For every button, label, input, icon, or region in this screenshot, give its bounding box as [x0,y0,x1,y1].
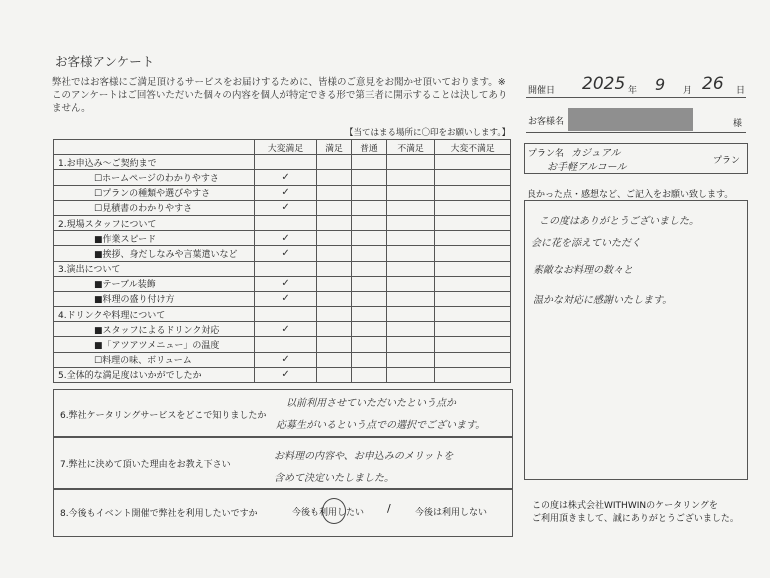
table-row [54,291,511,306]
plan-line1: カジュアル [571,148,621,159]
rating-cell[interactable] [435,367,511,382]
rating-cell[interactable] [386,367,434,382]
date-label: 開催日 [528,86,556,96]
rating-cell[interactable] [351,367,386,382]
rating-cell[interactable] [255,337,317,352]
question-7-answer-line2: 含めて決定いたしました。 [274,473,394,484]
check-mark: ✓ [281,187,290,199]
table-row [54,322,511,337]
rating-cell[interactable] [317,337,352,352]
column-header: 大変満足 [255,140,317,155]
table-row [54,367,511,382]
rating-cell[interactable] [317,185,352,200]
rating-cell[interactable] [351,215,386,230]
rating-cell[interactable] [386,246,434,261]
feedback-line: 会に花を添えていただく [531,238,641,249]
rating-cell[interactable] [351,352,386,367]
survey-item-label: 4.ドリンクや料理について [54,307,255,322]
survey-instruction: 【当てはまる場所に〇印をお願いします。】 [345,128,511,138]
table-row [54,261,511,276]
survey-item-label: ■料理の盛り付け方 [54,291,255,306]
survey-item-label: ■スタッフによるドリンク対応 [54,322,255,337]
rating-cell[interactable] [317,231,352,246]
day-unit: 日 [736,86,746,96]
question-8-yes-option: 今後も利用したい [292,508,365,518]
rating-cell[interactable] [317,276,352,291]
check-mark: ✓ [281,354,290,366]
footer-message [532,500,739,526]
date-year: 2025 [582,74,626,94]
feedback-line: 素敵なお料理の数々と [533,265,633,276]
survey-item-label: ☐見積書のわかりやすさ [54,200,255,215]
rating-cell[interactable] [435,155,511,170]
table-row [54,170,511,185]
check-mark: ✓ [281,171,290,183]
question-6-box [53,389,513,438]
satisfaction-table [53,139,511,383]
plan-line2: お手軽アルコール [547,162,627,173]
rating-cell[interactable] [317,200,352,215]
survey-item-label: ■「アツアツメニュー」の温度 [54,337,255,352]
table-header-row [54,140,511,155]
intro-text: 弊社ではお客様にご満足頂けるサービスをお届けするために、皆様のご意見をお聞かせ頂いております。※このアンケートはご回答いただいた個々の内容を個人が特定できる形で第三者に開示することは決してありません。 [52,77,508,114]
rating-cell[interactable] [255,291,317,306]
rating-cell[interactable] [351,155,386,170]
rating-cell[interactable] [351,291,386,306]
rating-cell[interactable] [351,246,386,261]
question-7-box [53,436,513,490]
check-mark: ✓ [281,232,290,244]
rating-cell[interactable] [317,367,352,382]
rating-cell[interactable] [435,322,511,337]
rating-cell[interactable] [435,307,511,322]
column-header: 普通 [351,140,386,155]
column-header: 満足 [317,140,352,155]
column-header: 大変不満足 [435,140,511,155]
feedback-label: 良かった点・感想など、ご記入をお願い致します。 [527,190,734,200]
feedback-box [524,200,748,480]
table-row [54,307,511,322]
rating-cell[interactable] [435,170,511,185]
rating-cell[interactable] [255,352,317,367]
survey-item-label: 2.現場スタッフについて [54,215,255,230]
question-8-label: 8.今後もイベント開催で弊社を利用したいですか [60,509,258,519]
rating-cell[interactable] [255,200,317,215]
rating-cell[interactable] [351,185,386,200]
rating-cell[interactable] [317,307,352,322]
month-unit: 月 [683,86,693,96]
rating-cell[interactable] [317,215,352,230]
rating-cell[interactable] [386,231,434,246]
rating-cell[interactable] [435,261,511,276]
rating-cell[interactable] [351,307,386,322]
feedback-line: 温かな対応に感謝いたします。 [533,295,673,306]
rating-cell[interactable] [386,322,434,337]
date-day: 26 [702,74,724,94]
question-6-answer-line2: 応募生がいるという点での選択でございます。 [276,420,486,431]
survey-item-label: ■テーブル装飾 [54,276,255,291]
rating-cell[interactable] [255,261,317,276]
question-7-label: 7.弊社に決めて頂いた理由をお教え下さい [60,460,231,470]
check-mark: ✓ [281,323,290,335]
survey-item-label: ☐ホームページのわかりやすさ [54,170,255,185]
rating-cell[interactable] [386,215,434,230]
rating-cell[interactable] [255,231,317,246]
table-row [54,200,511,215]
question-6-label: 6.弊社ケータリングサービスをどこで知りましたか [60,411,267,421]
form-title: お客様アンケート [55,54,155,69]
date-underline [526,97,746,98]
plan-box [524,143,748,174]
rating-cell[interactable] [386,276,434,291]
check-mark: ✓ [281,278,290,290]
rating-cell[interactable] [386,337,434,352]
rating-cell[interactable] [317,291,352,306]
rating-cell[interactable] [255,215,317,230]
date-month: 9 [655,75,666,94]
footer-line1: この度は株式会社WITHWINのケータリングを [532,501,718,511]
survey-item-label: ☐プランの種類や選びやすさ [54,185,255,200]
rating-cell[interactable] [255,307,317,322]
check-mark: ✓ [281,293,290,305]
rating-cell[interactable] [386,170,434,185]
customer-suffix: 様 [733,119,743,129]
survey-item-label: 3.演出について [54,261,255,276]
column-header: 不満足 [386,140,434,155]
rating-cell[interactable] [386,261,434,276]
header-blank [54,140,255,155]
rating-cell[interactable] [317,246,352,261]
survey-item-label: 5.全体的な満足度はいかがでしたか [54,367,255,382]
rating-cell[interactable] [255,155,317,170]
question-8-no-option: 今後は利用しない [415,508,488,518]
rating-cell[interactable] [435,246,511,261]
question-7-answer-line1: お料理の内容や、お申込みのメリットを [274,451,454,462]
check-mark: ✓ [281,202,290,214]
redacted-name [568,108,693,131]
rating-cell[interactable] [435,337,511,352]
rating-cell[interactable] [386,200,434,215]
table-row [54,352,511,367]
question-8-separator: / [387,502,391,515]
customer-label: お客様名 [528,117,565,127]
rating-cell[interactable] [317,155,352,170]
rating-cell[interactable] [386,185,434,200]
rating-cell[interactable] [255,322,317,337]
table-row [54,246,511,261]
question-8-box [53,488,513,537]
rating-cell[interactable] [435,291,511,306]
check-mark: ✓ [281,247,290,259]
rating-cell[interactable] [435,352,511,367]
table-row [54,337,511,352]
rating-cell[interactable] [351,276,386,291]
rating-cell[interactable] [386,155,434,170]
footer-line2: ご利用頂きまして、誠にありがとうございました。 [532,514,739,524]
year-unit: 年 [628,86,638,96]
customer-underline [526,132,746,133]
rating-cell[interactable] [435,276,511,291]
plan-label: プラン名 [528,149,565,159]
rating-cell[interactable] [255,185,317,200]
rating-cell[interactable] [386,291,434,306]
rating-cell[interactable] [317,352,352,367]
rating-cell[interactable] [386,307,434,322]
rating-cell[interactable] [317,322,352,337]
rating-cell[interactable] [317,170,352,185]
table-row [54,185,511,200]
rating-cell[interactable] [435,215,511,230]
table-row [54,231,511,246]
plan-suffix: プラン [713,156,741,166]
table-row [54,276,511,291]
table-row [54,215,511,230]
rating-cell[interactable] [317,261,352,276]
question-6-answer-line1: 以前利用させていただいたという点か [286,398,456,409]
survey-item-label: ■挨拶、身だしなみや言葉遣いなど [54,246,255,261]
rating-cell[interactable] [255,276,317,291]
rating-cell[interactable] [435,185,511,200]
rating-cell[interactable] [351,337,386,352]
rating-cell[interactable] [386,352,434,367]
rating-cell[interactable] [351,322,386,337]
rating-cell[interactable] [435,231,511,246]
rating-cell[interactable] [351,231,386,246]
survey-item-label: 1.お申込み～ご契約まで [54,155,255,170]
rating-cell[interactable] [255,246,317,261]
feedback-line: この度はありがとうございました。 [539,216,699,227]
circle-mark [322,498,346,524]
rating-cell[interactable] [351,200,386,215]
survey-item-label: ☐料理の味、ボリューム [54,352,255,367]
rating-cell[interactable] [351,261,386,276]
rating-cell[interactable] [255,367,317,382]
table-row [54,155,511,170]
rating-cell[interactable] [255,170,317,185]
survey-item-label: ■作業スピード [54,231,255,246]
rating-cell[interactable] [435,200,511,215]
rating-cell[interactable] [351,170,386,185]
check-mark: ✓ [281,369,290,381]
